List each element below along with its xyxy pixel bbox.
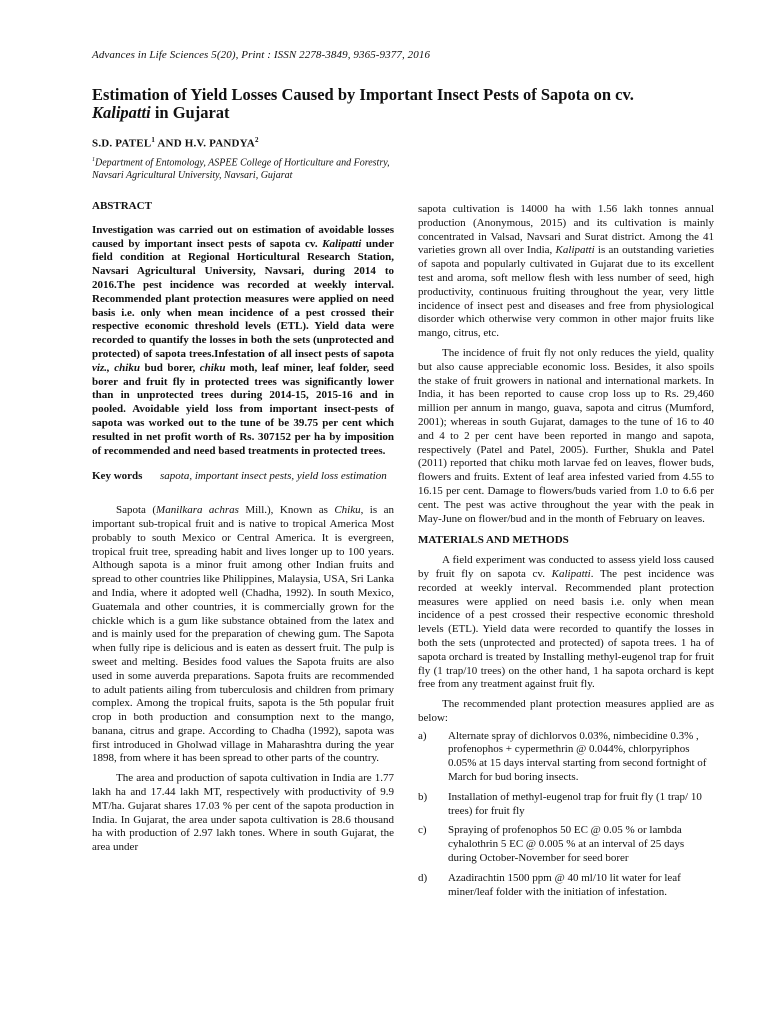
list-text: Installation of methyl-eugenol trap for fruit fly (1 trap/ 10 trees) for fruit fly	[448, 790, 702, 817]
intro-paragraph-4: The incidence of fruit fly not only reduces the yield, quality but also cause appreciable economic loss. Besides, it also spoils the stake of fruit growers in national and international markets. In India, it has been reported to cause crop loss up to Rs. 29,460 million per annum in mango, guava, sapota and citrus (Mumford, 2001); whereas in south Gujarat, damages to the tune of 16 to 40 and 4 to 2 per cent have been reported in mango and sapota, respectively (Patel and Patel, 2005). Further, Shukla and Patel (2011) reported that chiku moth larvae fed on leaves, flower buds, flowers and fruits. Extent of leaf area infested varied from 4.55 to 16.15 per cent. Damage to flowers/buds varied from 1.0 to 6.6 per cent. The pest was active throughout the year with the peak in May-June on flower/bud and in the month of February on leaves.	[418, 346, 714, 525]
text-part: is an outstanding varieties of sapota and popularly cultivated in Gujarat due to its excellent test and aroma, soft mellow flesh with less number of seed, high productivity, continuous fruiting throughout the year, very little incidence of insect pest and diseases and free from physiological disorder which otherwise very common in other major fruits like mango, citrus, etc.	[418, 244, 715, 340]
keywords-value: sapota, important insect pests, yield loss estimation	[160, 470, 387, 483]
journal-header: Advances in Life Sciences 5(20), Print : ISSN 2278-3849, 9365-9377, 2016	[92, 49, 431, 61]
text-italic: Kalipatti	[551, 567, 591, 580]
abstract-part: under field condition at Regional Horticultural Research Station, Navsari Agricultural University, Navsari, during 2014 to 2016.The pest incidence was recorded at weekly interval. Recommended plant protection measures were applied on need basis i.e. only when mean incidence of a pest crossed their respective economic threshold levels (ETL). Yield data were recorded to quantify the losses in both the sets (unprotected and protected) of sapota trees.Infestation of all insect pests of sapota	[92, 237, 394, 360]
text-italic: Chiku	[334, 504, 361, 517]
paper-title	[92, 86, 732, 122]
title-main: Estimation of Yield Losses Caused by Important Insect Pests of Sapota on cv.	[92, 85, 634, 104]
methods-paragraph-2: The recommended plant protection measures applied are as below:	[418, 698, 714, 724]
text-part: Sapota (	[116, 504, 157, 517]
affiliation	[92, 154, 390, 182]
text-italic: Kalipatti	[555, 244, 595, 257]
text-part: Mill.), Known as	[238, 504, 335, 517]
list-item	[418, 730, 714, 785]
abstract-heading: ABSTRACT	[92, 200, 152, 212]
abstract-italic: chiku	[199, 361, 226, 374]
author-2: AND H.V. PANDYA	[155, 137, 255, 150]
affil-line-2: Navsari Agricultural University, Navsari, Gujarat	[92, 170, 293, 182]
intro-paragraph-2: The area and production of sapota cultivation in India are 1.77 lakh ha and 17.44 lakh MT, respectively with productivity of 9.9 MT/ha. Gujarat shares 17.03 % per cent of the sapota production in India. In Gujarat, the area under sapota cultivation is 28.6 thousand ha with production of 2.97 lakh tones. Where in south Gujarat, the area under	[92, 772, 394, 854]
title-end: in Gujarat	[150, 103, 230, 122]
intro-paragraph-1	[92, 504, 394, 766]
right-column	[418, 203, 714, 905]
abstract-text	[92, 224, 394, 459]
measures-list	[418, 730, 714, 900]
list-item	[418, 824, 714, 865]
abstract-part: Investigation was carried out on estimation of avoidable losses caused by important insect pests of sapota cv.	[92, 223, 394, 250]
text-part: . The pest incidence was recorded at weekly interval. Recommended plant protection measures were applied on need basis i.e. only when mean incidence of a pest crossed their respective economic threshold levels (ETL). Yield data were recorded to quantify the losses in both the sets (unprotected and protected) of sapota trees. 1 ha of sapota orchard is treated by Installing methyl-eugenol trap for fruit fly (1 trap/10 trees) on the other hand, 1 ha sapota orchard is kept free from any treatment against fruit fly.	[418, 567, 714, 691]
list-item	[418, 791, 714, 819]
list-text: Spraying of profenophos 50 EC @ 0.05 % or lambda cyhalothrin 5 EC @ 0.005 % at an interval of 25 days during October-November for seed borer	[448, 824, 685, 865]
text-italic: Manilkara achras	[156, 504, 239, 517]
list-text: Azadirachtin 1500 ppm @ 40 ml/10 lit water for leaf miner/leaf folder with the initiation of infestation.	[448, 871, 681, 898]
text-part: A field experiment was conducted to assess yield loss caused by fruit fly on sapota cv.	[418, 554, 714, 580]
affil-line-1: Department of Entomology, ASPEE College of Horticulture and Forestry,	[95, 157, 390, 169]
keywords-label: Key words	[92, 470, 143, 483]
keywords	[92, 470, 394, 484]
abstract-italic: viz., chiku	[92, 361, 140, 374]
list-text: Alternate spray of dichlorvos 0.03%, nimbecidine 0.3% , profenophos + cypermethrin @ 0.044%, chlorpyriphos 0.05% at 15 days interval starting from second fortnight of March for bud boring insects.	[448, 729, 707, 784]
methods-paragraph-1	[418, 554, 714, 692]
list-marker: c)	[418, 824, 427, 837]
abstract-part: bud borer,	[139, 361, 200, 374]
methods-heading: MATERIALS AND METHODS	[418, 534, 569, 547]
authors	[92, 136, 259, 150]
list-marker: d)	[418, 871, 428, 884]
intro-paragraph-3	[418, 203, 714, 341]
list-marker: a)	[418, 729, 427, 742]
abstract-italic: Kalipatti	[322, 237, 362, 250]
affil-sup: 1	[92, 157, 95, 163]
text-part: , is an important sub-tropical fruit and is native to tropical America Most probably to south Mexico or Central America. It is evergreen, tropical fruit tree, spreading habit and lives longer up to 100 years. Although sapota is a minor fruit among other Indian fruits and spread to other countries like Philippines, Malaysia, USA, Sri Lanka and India, where it adopted well (Chadha, 1992). In south Mexico, Guatemala and other countries, it is commercially grown for the chickle which is a gum like substance obtained from the latex and and is mainly used for the preparation of chewing gum. The Sapota when fully ripe is delicious and is eaten as dessert fruit. The pulp is sweet and melting. Besides food values the Sapota fruits are also used in some auverda preparations. Sapota fruits are recommended to adult patients ailing from tuberculosis and children from primary complex. Among the tropical fruits, sapota is the 5th popular fruit crop in both production and consumption next to the mango, banana, citrus and grape. According to Chadha (1992), sapota was first introduced in Gholwad village in Maharashtra during the year 1898, from where it has been spread to other parts of the country.	[92, 504, 394, 765]
abstract-part: moth, leaf miner, leaf folder, seed borer and fruit fly in protected trees was significantly lower than in unprotected trees during 2014-15, 2015-16 and in pooled. Avoidable yield loss from important insect-pests of sapota was worked out to the tune of be 39.75 per cent which resulted in net profit worth of Rs. 307152 per ha by imposition of recommended and need based treatments in protected trees.	[92, 361, 394, 457]
list-marker: b)	[418, 790, 428, 803]
author-2-sup: 2	[254, 136, 259, 144]
text-part: sapota cultivation is 14000 ha with 1.56 lakh tonnes annual production (Anonymous, 2015) and its cultivation is mainly concentrated in Valsad, Navsari and Surat district. Among the 41 varieties grown all over India,	[418, 203, 714, 257]
author-1-sup: 1	[151, 136, 156, 144]
left-column	[92, 200, 394, 855]
title-italic: Kalipatti	[92, 103, 151, 122]
author-1: S.D. PATEL	[92, 137, 152, 150]
list-item	[418, 872, 714, 900]
